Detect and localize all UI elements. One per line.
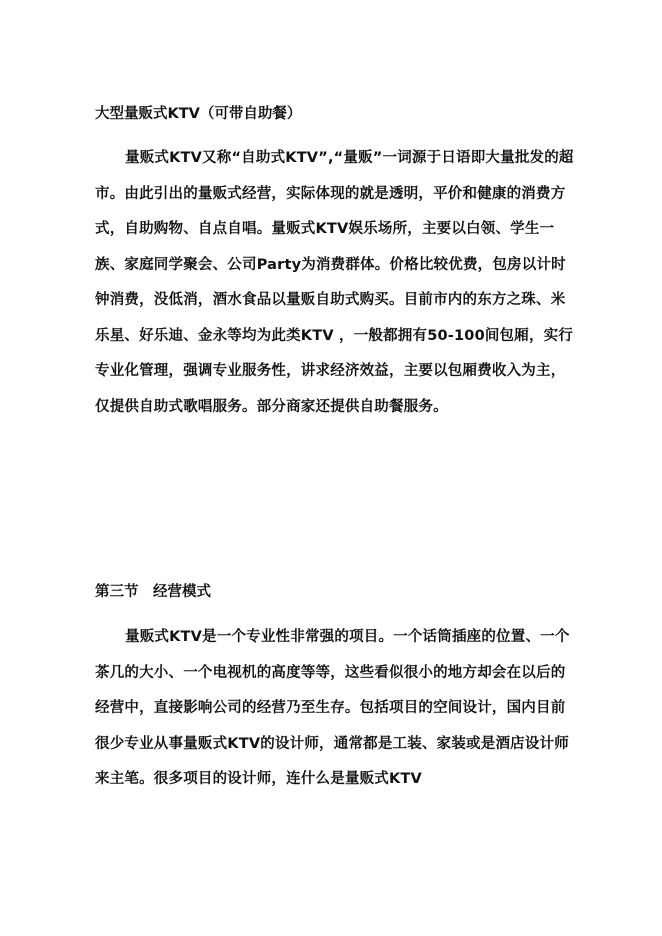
section-title: 第三节 经营模式 bbox=[95, 584, 211, 600]
paragraph-ktv-definition: 量贩式KTV又称“自助式KTV”,“量贩”一词源于日语即大量批发的超市。由此引出的量贩式经营，实际体现的就是透明，平价和健康的消费方式，自助购物、自点自唱。量贩式KTV娱乐场所，主要以白领、学生一族、家庭同学聚会、公司Party为消费群体。价格比较优费，包房以计时钟消费，没低消，酒水食品以量贩自助式购买。目前市内的东方之珠、米乐星、好乐迪、金永等均为此类KTV ，一般都拥有50-100间包厢，实行专业化管理，强调专业服务性，讲求经济效益，主要以包厢费收入为主，仅提供自助式歌唱服务。部分商家还提供自助餐服务。 bbox=[95, 150, 574, 415]
paragraph-business-model: 量贩式KTV是一个专业性非常强的项目。一个话筒插座的位置、一个茶几的大小、一个电视机的高度等等，这些看似很小的地方却会在以后的经营中，直接影响公司的经营乃至生存。包括项目的空间设计，国内目前很少专业从事量贩式KTV的设计师，通常都是工装、家装或是酒店设计师来主笔。很多项目的设计师，连什么是量贩式KTV bbox=[95, 629, 570, 787]
document-heading: 大型量贩式KTV（可带自助餐） bbox=[95, 106, 302, 122]
